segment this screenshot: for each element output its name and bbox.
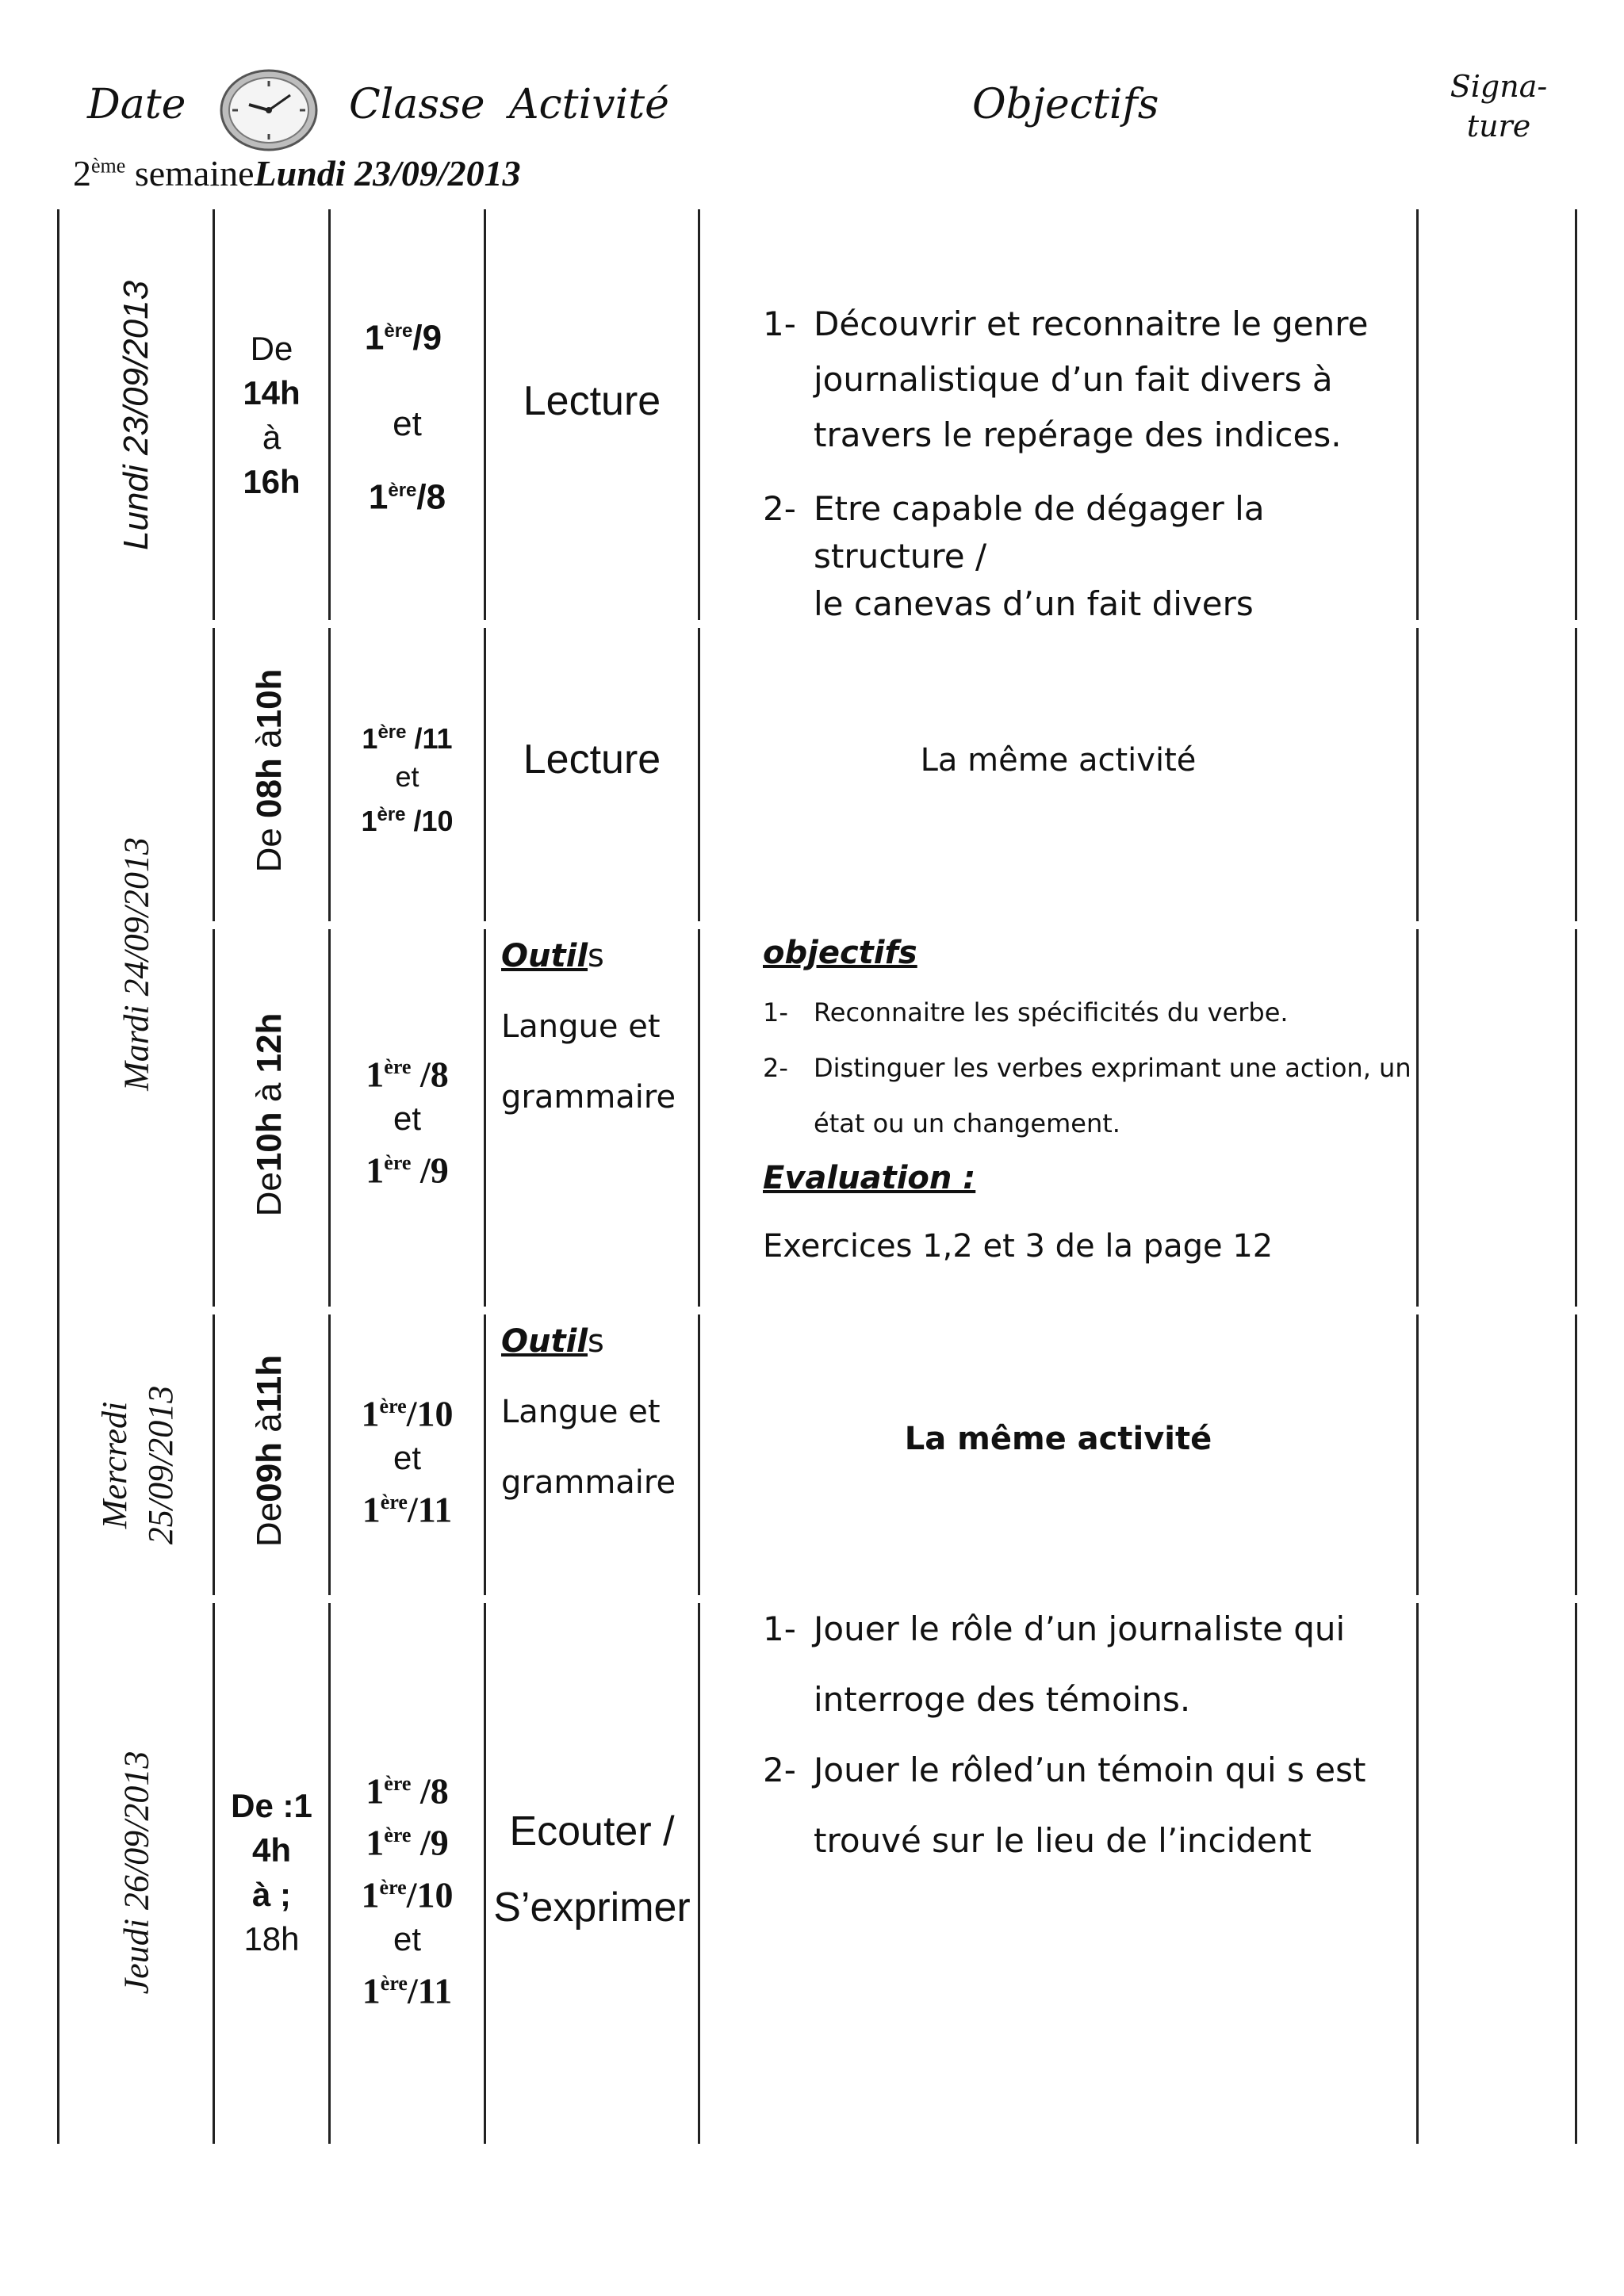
objective-line: état ou un changement. — [814, 1108, 1120, 1138]
day-thursday: Jeudi 26/09/2013 — [117, 1751, 156, 1995]
objective-line: Découvrir et reconnaitre le genre — [814, 304, 1369, 343]
class-monday — [331, 309, 484, 519]
objective-num: 2- — [763, 1053, 788, 1083]
time-part: 11h — [250, 1354, 289, 1414]
objective-line: trouvé sur le lieu de l’incident — [814, 1821, 1312, 1860]
objective-item — [763, 297, 1413, 463]
class-et: et — [393, 1439, 422, 1477]
grid-line — [1575, 209, 1577, 2144]
week-label: semaine — [125, 153, 255, 193]
objectives-thursday — [763, 1594, 1413, 1876]
class-rest: /10 — [406, 1393, 454, 1434]
signature-line2: ture — [1466, 109, 1531, 144]
header-classe: Classe — [349, 81, 485, 128]
time-part: 14h — [243, 374, 301, 411]
objective-num: 2- — [763, 1751, 796, 1789]
objective-num: 2- — [763, 489, 796, 528]
week-line — [73, 152, 521, 194]
objective-item — [763, 985, 1413, 1040]
objective-num: 1- — [763, 304, 796, 343]
objective-line: interroge des témoins. — [814, 1680, 1191, 1719]
class-entry: 1ère /9 — [366, 1822, 449, 1863]
time-part: 16h — [243, 463, 301, 500]
objective-line: Distinguer les verbes exprimant une action, un — [814, 1053, 1411, 1083]
objective-item — [763, 1040, 1413, 1151]
time-part: De — [250, 330, 293, 367]
class-rest: /9 — [411, 1150, 449, 1191]
tools-line: Langue et — [501, 1008, 661, 1045]
time-part: 10h — [250, 668, 289, 729]
activity-tuesday-1: Lecture — [523, 737, 661, 783]
time-part: à — [250, 1073, 289, 1112]
week-date: Lundi 23/09/2013 — [254, 153, 521, 193]
time-part: De — [250, 1172, 289, 1217]
activity-tuesday-2 — [501, 921, 676, 1133]
class-sup: ère — [379, 1395, 407, 1418]
activity-monday: Lecture — [523, 378, 661, 424]
class-sup: ère — [388, 479, 417, 501]
objective-line: journalistique d’un fait divers à — [814, 360, 1333, 399]
tools-line: Langue et — [501, 1394, 661, 1430]
class-et: et — [393, 1919, 422, 1957]
class-tuesday-1 — [331, 714, 484, 840]
grid-line — [698, 209, 700, 2144]
objectives-tuesday-2 — [763, 928, 1413, 1272]
objective-line: Jouer le rôled’un témoin qui s est — [814, 1751, 1366, 1789]
objective-line: le canevas d’un fait divers — [814, 584, 1254, 623]
time-part: 4h — [251, 1831, 291, 1869]
class-num: 1 — [368, 477, 389, 517]
class-rest: /11 — [406, 722, 453, 755]
class-rest: /10 — [405, 805, 454, 837]
day-line: 25/09/2013 — [141, 1385, 180, 1545]
time-part: à ; — [251, 1876, 291, 1913]
time-part: 08h — [250, 758, 289, 818]
time-part: à — [250, 729, 289, 759]
class-rest: /11 — [407, 1489, 453, 1530]
objective-item — [763, 485, 1413, 628]
time-part: 10h — [250, 1112, 289, 1173]
class-sup: ère — [377, 721, 407, 743]
class-sup: ère — [380, 1490, 408, 1514]
signature-line1: Signa- — [1450, 69, 1548, 104]
time-tuesday-2 — [250, 1013, 289, 1217]
evaluation-text: Exercices 1,2 et 3 de la page 12 — [763, 1228, 1274, 1265]
objective-item — [763, 1594, 1413, 1735]
objective-line: travers le repérage des indices. — [814, 415, 1342, 454]
day-wednesday — [92, 1386, 184, 1544]
class-rest: /9 — [412, 318, 442, 358]
header-objectifs: Objectifs — [972, 81, 1159, 128]
class-entry: 1ère/11 — [362, 1970, 453, 2011]
class-entry: 1ère /8 — [366, 1770, 449, 1812]
day-tuesday: Mardi 24/09/2013 — [117, 837, 156, 1091]
class-et: et — [393, 404, 422, 443]
class-num: 1 — [361, 805, 377, 837]
activity-thursday — [486, 1793, 698, 1946]
objective-tuesday-1: La même activité — [920, 742, 1197, 779]
objective-wednesday: La même activité — [904, 1421, 1212, 1457]
grid-line — [57, 209, 59, 2144]
time-part: De — [250, 1502, 289, 1548]
class-et: et — [395, 760, 419, 793]
header-signature — [1411, 67, 1586, 146]
time-tuesday-1 — [250, 669, 289, 873]
objective-line: Reconnaitre les spécificités du verbe. — [814, 997, 1289, 1027]
tools-suffix: s — [588, 938, 604, 974]
tools-line: grammaire — [501, 1464, 676, 1501]
class-num: 1 — [361, 1393, 380, 1434]
row-gap — [211, 1307, 1583, 1314]
time-wednesday — [250, 1355, 289, 1547]
time-part: De :1 — [231, 1787, 312, 1824]
day-monday: Lundi 23/09/2013 — [117, 280, 155, 551]
activity-wednesday — [501, 1307, 676, 1518]
week-sup: ème — [91, 154, 126, 178]
class-wednesday — [331, 1384, 484, 1533]
objective-line: Etre capable de dégager la structure / — [814, 489, 1265, 576]
class-entry: 1ère/10 — [361, 1873, 454, 1915]
week-number: 2 — [73, 153, 91, 193]
activity-line: Ecouter / — [509, 1808, 675, 1854]
header-date: Date — [87, 81, 186, 128]
tools-suffix: s — [588, 1323, 604, 1360]
activity-line: S’exprimer — [493, 1885, 691, 1931]
time-monday — [215, 327, 328, 504]
time-part: De — [250, 817, 289, 873]
evaluation-heading: Evaluation : — [763, 1160, 976, 1196]
time-thursday — [215, 1784, 328, 1961]
class-et: et — [393, 1100, 422, 1138]
objectives-heading: objectifs — [763, 935, 917, 971]
time-part: à — [250, 1413, 289, 1443]
tools-label: Outil — [501, 938, 588, 974]
time-part: 18h — [243, 1920, 300, 1957]
class-tuesday-2 — [331, 1045, 484, 1193]
class-rest: /8 — [411, 1054, 449, 1095]
header-activite: Activité — [509, 81, 669, 128]
time-part: à — [262, 419, 282, 456]
class-num: 1 — [364, 318, 385, 358]
class-num: 1 — [362, 722, 378, 755]
wall-clock-icon — [217, 67, 320, 154]
objective-line: Jouer le rôle d’un journaliste qui — [814, 1609, 1346, 1648]
tools-label: Outil — [501, 1323, 588, 1360]
class-sup: ère — [384, 1055, 412, 1078]
class-sup: ère — [384, 320, 413, 342]
time-part: 12h — [250, 1012, 289, 1073]
time-part: 09h — [250, 1442, 289, 1502]
objectives-monday — [763, 297, 1413, 628]
tools-line: grammaire — [501, 1079, 676, 1115]
objective-num: 1- — [763, 997, 788, 1027]
class-num: 1 — [362, 1489, 381, 1530]
objective-item — [763, 1735, 1413, 1876]
class-num: 1 — [366, 1150, 385, 1191]
class-rest: /8 — [416, 477, 446, 517]
class-sup: ère — [377, 804, 406, 825]
day-line: Mercredi — [95, 1401, 134, 1529]
class-sup: ère — [384, 1151, 412, 1175]
class-thursday — [331, 1762, 484, 2013]
objective-num: 1- — [763, 1609, 796, 1648]
grid-line — [1416, 209, 1419, 2144]
class-num: 1 — [366, 1054, 385, 1095]
